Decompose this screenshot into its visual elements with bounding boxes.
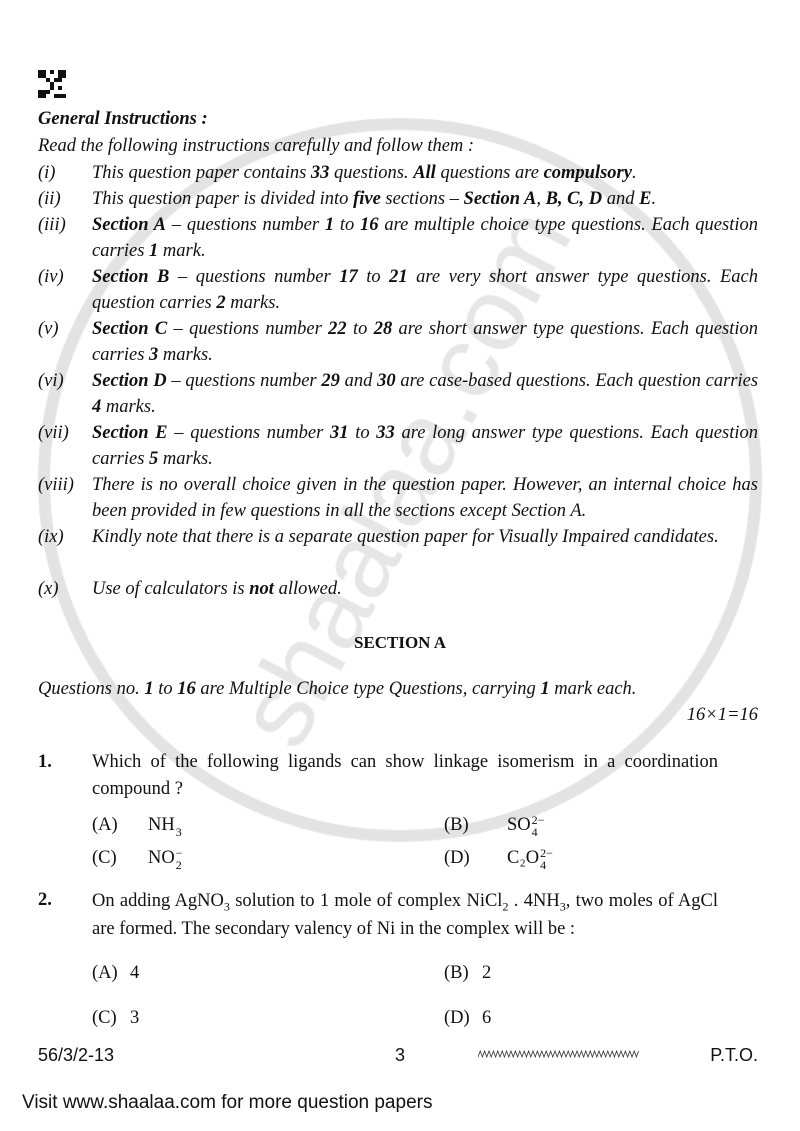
bold-text: 31 xyxy=(330,423,349,443)
text-segment: mark each. xyxy=(549,679,637,699)
instruction-text xyxy=(92,420,758,472)
text-segment: and xyxy=(602,189,640,209)
instruction-text xyxy=(92,368,758,420)
text-segment: to xyxy=(334,215,361,235)
page-number: 3 xyxy=(395,1045,406,1065)
bold-text: 16 xyxy=(360,215,379,235)
option-sub-sup xyxy=(540,847,553,871)
wavy-line-decoration xyxy=(478,1050,640,1058)
instruction-label: (vi) xyxy=(38,371,64,391)
bold-text: 33 xyxy=(310,163,330,183)
option-label: (B) xyxy=(444,963,469,983)
text-segment: questions. xyxy=(329,163,414,183)
bold-text: 1 xyxy=(144,679,154,699)
text-segment: mark. xyxy=(158,241,206,261)
instruction-label: (i) xyxy=(38,163,56,183)
bold-text: 1 xyxy=(149,241,159,261)
text-segment: . 4NH xyxy=(508,891,560,911)
option-value xyxy=(507,845,553,871)
bold-text: 1 xyxy=(324,215,335,235)
instruction-text xyxy=(92,524,758,550)
bold-text: 30 xyxy=(377,371,396,391)
text-segment: – questions number xyxy=(169,267,340,287)
text-segment: – questions number xyxy=(167,319,329,339)
text-segment: to xyxy=(348,423,377,443)
option-label: (D) xyxy=(444,848,470,868)
option-label: (C) xyxy=(92,1008,117,1028)
text-segment: to xyxy=(357,267,390,287)
text-segment: marks. xyxy=(158,345,213,365)
bold-text: E xyxy=(639,189,652,209)
text-segment: are very short answer type questions. Each question carries xyxy=(92,267,758,313)
bold-text: compulsory xyxy=(543,163,632,183)
instruction-label: (viii) xyxy=(38,475,74,495)
instruction-text xyxy=(92,264,758,316)
bold-text: 21 xyxy=(389,267,408,287)
option-label: (C) xyxy=(92,848,117,868)
bold-text: 2 xyxy=(216,293,226,313)
bold-text: B, C, D xyxy=(545,189,603,209)
text-segment: to xyxy=(346,319,374,339)
text-segment: , two moles of AgCl are formed. The secondary valency of Ni in the complex will be : xyxy=(92,891,718,939)
bold-text: 33 xyxy=(376,423,395,443)
option-formula: C₂O xyxy=(507,848,540,868)
bold-text: All xyxy=(413,163,436,183)
text-segment: marks. xyxy=(101,397,156,417)
subscript: 4 xyxy=(540,857,547,872)
bold-text: 16 xyxy=(177,679,196,699)
text-segment: allowed. xyxy=(273,579,342,599)
bold-text: 1 xyxy=(540,679,550,699)
text-segment: marks. xyxy=(225,293,281,313)
option-value xyxy=(130,1005,139,1031)
instruction-text xyxy=(92,472,758,524)
text-segment: On adding AgNO xyxy=(92,891,224,911)
question-number: 2. xyxy=(38,890,52,910)
instruction-text xyxy=(92,576,758,602)
text-segment: This question paper is divided into xyxy=(92,189,354,209)
instruction-text xyxy=(92,186,758,212)
instruction-label: (x) xyxy=(38,579,59,599)
instruction-text xyxy=(92,212,758,264)
section-title: SECTION A xyxy=(353,633,447,652)
subscript: 4 xyxy=(531,824,538,839)
option-label: (B) xyxy=(444,815,469,835)
instruction-label: (ii) xyxy=(38,189,61,209)
bold-text: five xyxy=(353,189,381,209)
text-segment: Kindly note that there is a separate question paper for Visually Impaired candidates. xyxy=(92,527,719,547)
option-formula: SO xyxy=(507,815,531,835)
bold-text: Section A xyxy=(92,215,166,235)
text-segment: to xyxy=(153,679,178,699)
paper-code: 56/3/2-13 xyxy=(38,1045,115,1065)
superscript: 2− xyxy=(540,845,553,860)
subscript: 2 xyxy=(175,857,182,872)
option-value xyxy=(482,1005,491,1031)
bold-text: Section B xyxy=(92,267,170,287)
option-value xyxy=(507,812,544,838)
option-formula: 3 xyxy=(130,1008,140,1028)
instruction-label: (ix) xyxy=(38,527,64,547)
bold-text: 28 xyxy=(373,319,393,339)
subscript: 3 xyxy=(559,899,566,914)
option-sub-sup xyxy=(176,814,182,838)
text-segment: are multiple choice type questions. Each question carries xyxy=(92,215,758,261)
text-segment: , xyxy=(536,189,546,209)
option-label: (D) xyxy=(444,1008,470,1028)
bold-text: 5 xyxy=(149,449,159,469)
question-text xyxy=(92,887,718,943)
text-segment: are Multiple Choice type Questions, carrying xyxy=(195,679,541,699)
question-text: Which of the following ligands can show linkage isomerism in a coordination compound ? xyxy=(92,752,718,799)
text-segment: Use of calculators is xyxy=(92,579,250,599)
bold-text: Section D xyxy=(92,371,167,391)
option-sub-sup xyxy=(176,847,183,871)
text-segment: . xyxy=(631,163,637,183)
bold-text: not xyxy=(249,579,274,599)
subscript: 2 xyxy=(502,899,509,914)
option-formula: 4 xyxy=(130,963,140,983)
instruction-text xyxy=(92,316,758,368)
bold-text: 17 xyxy=(339,267,358,287)
option-label: (A) xyxy=(92,963,118,983)
superscript: − xyxy=(175,845,183,860)
qr-code-icon xyxy=(38,70,66,98)
section-intro xyxy=(38,676,678,702)
superscript: 2− xyxy=(531,812,545,827)
option-sub-sup xyxy=(532,814,545,838)
bold-text: Section E xyxy=(92,423,168,443)
option-formula: NO xyxy=(148,848,175,868)
text-segment: marks. xyxy=(158,449,213,469)
text-segment: sections – xyxy=(380,189,464,209)
text-segment: are long answer type questions. Each question carries xyxy=(92,423,758,469)
instruction-label: (iv) xyxy=(38,267,64,287)
instruction-text xyxy=(92,160,758,186)
bold-text: 3 xyxy=(149,345,159,365)
section-marks: 16×1=16 xyxy=(686,705,758,725)
instructions-heading: General Instructions : xyxy=(38,109,208,129)
pto-label: P.T.O. xyxy=(710,1045,758,1065)
option-value xyxy=(148,845,183,871)
instruction-label: (vii) xyxy=(38,423,69,443)
option-value xyxy=(482,960,491,986)
text-segment: questions are xyxy=(435,163,544,183)
text-segment: solution to 1 mole of complex NiCl xyxy=(229,891,503,911)
text-segment: – questions number xyxy=(165,215,325,235)
superscript xyxy=(176,814,182,826)
option-formula: 6 xyxy=(482,1008,492,1028)
text-segment: . xyxy=(651,189,657,209)
text-segment: are short answer type questions. Each question carries xyxy=(92,319,758,365)
option-label: (A) xyxy=(92,815,118,835)
bold-text: Section C xyxy=(92,319,168,339)
option-value xyxy=(130,960,139,986)
bold-text: 22 xyxy=(328,319,347,339)
option-formula: 2 xyxy=(482,963,492,983)
text-segment: This question paper contains xyxy=(92,163,311,183)
bold-text: 29 xyxy=(321,371,340,391)
option-formula: NH xyxy=(148,815,175,835)
option-value xyxy=(148,812,182,838)
text-segment: – questions number xyxy=(166,371,322,391)
text-segment: – questions number xyxy=(167,423,331,443)
instruction-label: (iii) xyxy=(38,215,66,235)
visit-footer-text: Visit www.shaalaa.com for more question papers xyxy=(22,1092,433,1113)
bold-text: Section A xyxy=(463,189,537,209)
text-segment: There is no overall choice given in the question paper. However, an internal choice has been provided in few questions in all the sections except Section A. xyxy=(92,475,758,521)
instructions-intro: Read the following instructions carefully and follow them : xyxy=(38,136,475,156)
text-segment: and xyxy=(339,371,378,391)
bold-text: 4 xyxy=(92,397,102,417)
instruction-label: (v) xyxy=(38,319,59,339)
subscript: 3 xyxy=(223,899,230,914)
text-segment: Questions no. xyxy=(38,679,145,699)
text-segment: are case-based questions. Each question carries xyxy=(395,371,759,391)
question-number: 1. xyxy=(38,752,52,772)
subscript: 3 xyxy=(175,824,182,839)
